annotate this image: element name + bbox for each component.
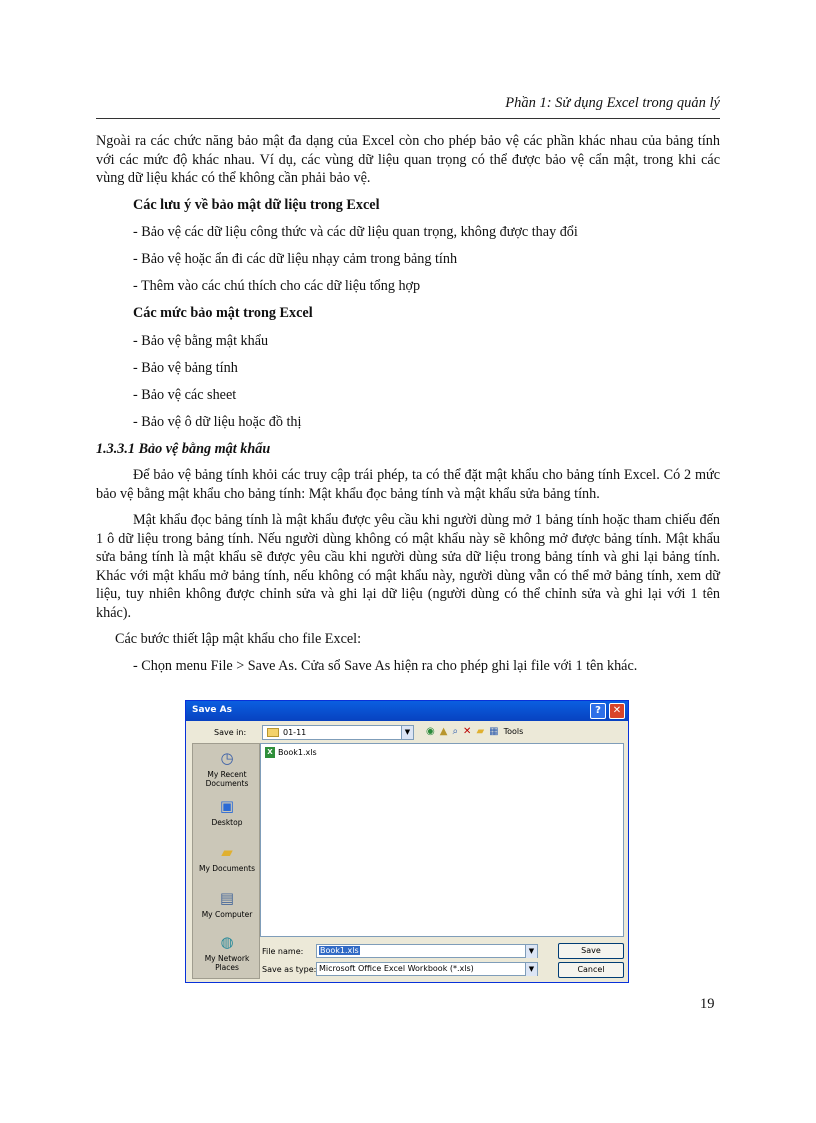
place-label: My Documents bbox=[198, 864, 256, 873]
levels-heading: Các mức bảo mật trong Excel bbox=[133, 305, 313, 321]
place-label: My Network Places bbox=[204, 954, 250, 972]
intro-paragraph: Ngoài ra các chức năng bảo mật đa dạng của Excel còn cho phép bảo vệ các phần khác nhau của bảng tính với các mức độ khác nhau. Ví dụ, các vùng dữ liệu quan trọng có thể được bảo vệ cẩn mật, trong khi các vùng dữ liệu khác có thể không cần phải bảo vệ. bbox=[96, 133, 720, 186]
chevron-down-icon[interactable]: ▼ bbox=[525, 963, 537, 976]
dialog-title: Save As bbox=[192, 705, 232, 715]
my-documents-icon: ▰ bbox=[221, 843, 233, 861]
file-list[interactable] bbox=[260, 743, 624, 937]
page-number: 19 bbox=[700, 996, 715, 1012]
tools-menu[interactable]: Tools bbox=[503, 727, 524, 736]
place-label: Desktop bbox=[211, 818, 243, 827]
section-title: 1.3.3.1 Bảo vệ bằng mật khẩu bbox=[96, 440, 271, 457]
close-button[interactable]: ✕ bbox=[609, 703, 625, 719]
list-item[interactable] bbox=[265, 747, 317, 758]
views-icon[interactable]: ▦ bbox=[489, 726, 499, 737]
save-as-type-label: Save as type: bbox=[262, 965, 317, 974]
delete-icon[interactable]: ✕ bbox=[463, 726, 472, 737]
search-web-icon[interactable]: ⌕ bbox=[452, 726, 459, 737]
step-item: - Chọn menu File > Save As. Cửa sổ Save As hiện ra cho phép ghi lại file với 1 tên khác. bbox=[133, 657, 638, 674]
back-icon[interactable]: ◉ bbox=[426, 726, 435, 737]
save-button[interactable]: Save bbox=[558, 943, 624, 959]
up-folder-icon[interactable]: ▲ bbox=[439, 726, 448, 737]
running-title: Phần 1: Sử dụng Excel trong quản lý bbox=[505, 95, 720, 111]
place-label: My Recent Documents bbox=[205, 770, 249, 788]
save-in-value: 01-11 bbox=[283, 728, 307, 737]
level-item: - Bảo vệ bằng mật khẩu bbox=[133, 332, 269, 349]
note-item: - Bảo vệ các dữ liệu công thức và các dữ liệu quan trọng, không được thay đổi bbox=[133, 224, 578, 240]
folder-icon bbox=[267, 728, 279, 737]
place-my-network-places[interactable] bbox=[193, 932, 261, 972]
dialog-titlebar bbox=[186, 701, 628, 721]
file-name-value: Book1.xls bbox=[320, 946, 359, 955]
file-item-label: Book1.xls bbox=[278, 748, 317, 757]
file-name-input[interactable] bbox=[316, 944, 538, 958]
recent-icon: ◷ bbox=[220, 749, 234, 767]
network-places-icon: ◍ bbox=[220, 933, 234, 951]
place-label: My Computer bbox=[201, 910, 253, 919]
chevron-down-icon[interactable]: ▼ bbox=[525, 945, 537, 958]
paragraph-2: Mật khẩu đọc bảng tính là mật khẩu được yêu cầu khi người dùng mở 1 bảng tính hoặc tham chiếu đến 1 ô dữ liệu trong bảng tính. Nếu người dùng không có mật khẩu này sẽ không mở được bảng tính. Mật khẩu sửa bảng tính là mật khẩu sẽ được yêu cầu khi người dùng sửa dữ liệu trong bảng tính và ghi lại bảng tính. Khác với mật khẩu mở bảng tính, nếu không có mật khẩu này, người dùng vẫn có thể mở bảng tính, xem dữ liệu, tuy nhiên không được chỉnh sửa và ghi lại dữ liệu (người dùng có thể chỉnh sửa và ghi lại với 1 tên khác). bbox=[96, 512, 720, 621]
save-as-type-value: Microsoft Office Excel Workbook (*.xls) bbox=[319, 964, 474, 973]
excel-file-icon: X bbox=[265, 747, 275, 758]
level-item: - Bảo vệ bảng tính bbox=[133, 359, 238, 376]
new-folder-icon[interactable]: ▰ bbox=[476, 726, 485, 737]
running-header bbox=[96, 93, 720, 119]
note-item: - Bảo vệ hoặc ẩn đi các dữ liệu nhạy cảm trong bảng tính bbox=[133, 251, 458, 267]
level-item: - Bảo vệ các sheet bbox=[133, 386, 237, 403]
save-as-type-select[interactable] bbox=[316, 962, 538, 976]
note-item: - Thêm vào các chú thích cho các dữ liệu tổng hợp bbox=[133, 278, 421, 294]
my-computer-icon: ▤ bbox=[219, 889, 235, 907]
place-my-computer[interactable] bbox=[193, 888, 261, 919]
place-my-documents[interactable] bbox=[193, 842, 261, 873]
paragraph-1: Để bảo vệ bảng tính khỏi các truy cập trái phép, ta có thể đặt mật khẩu cho bảng tính Excel. Có 2 mức bảo vệ bằng mật khẩu cho bảng tính: Mật khẩu đọc bảng tính và mật khẩu sửa bảng tính. bbox=[96, 467, 720, 502]
page-body bbox=[96, 132, 720, 683]
desktop-icon: ▣ bbox=[219, 797, 235, 815]
level-item: - Bảo vệ ô dữ liệu hoặc đồ thị bbox=[133, 413, 302, 430]
save-in-label: Save in: bbox=[214, 728, 247, 737]
place-desktop[interactable] bbox=[193, 796, 261, 827]
cancel-button[interactable]: Cancel bbox=[558, 962, 624, 978]
chevron-down-icon[interactable]: ▼ bbox=[401, 726, 413, 739]
steps-intro: Các bước thiết lập mật khẩu cho file Excel: bbox=[115, 631, 362, 647]
help-button[interactable]: ? bbox=[590, 703, 606, 719]
place-my-recent-documents[interactable] bbox=[193, 748, 261, 788]
save-as-dialog bbox=[185, 700, 629, 983]
file-name-label: File name: bbox=[262, 947, 304, 956]
notes-heading: Các lưu ý về bảo mật dữ liệu trong Excel bbox=[133, 196, 380, 213]
dialog-toolbar bbox=[426, 726, 523, 738]
save-in-select[interactable] bbox=[262, 725, 414, 740]
places-bar bbox=[192, 743, 260, 979]
